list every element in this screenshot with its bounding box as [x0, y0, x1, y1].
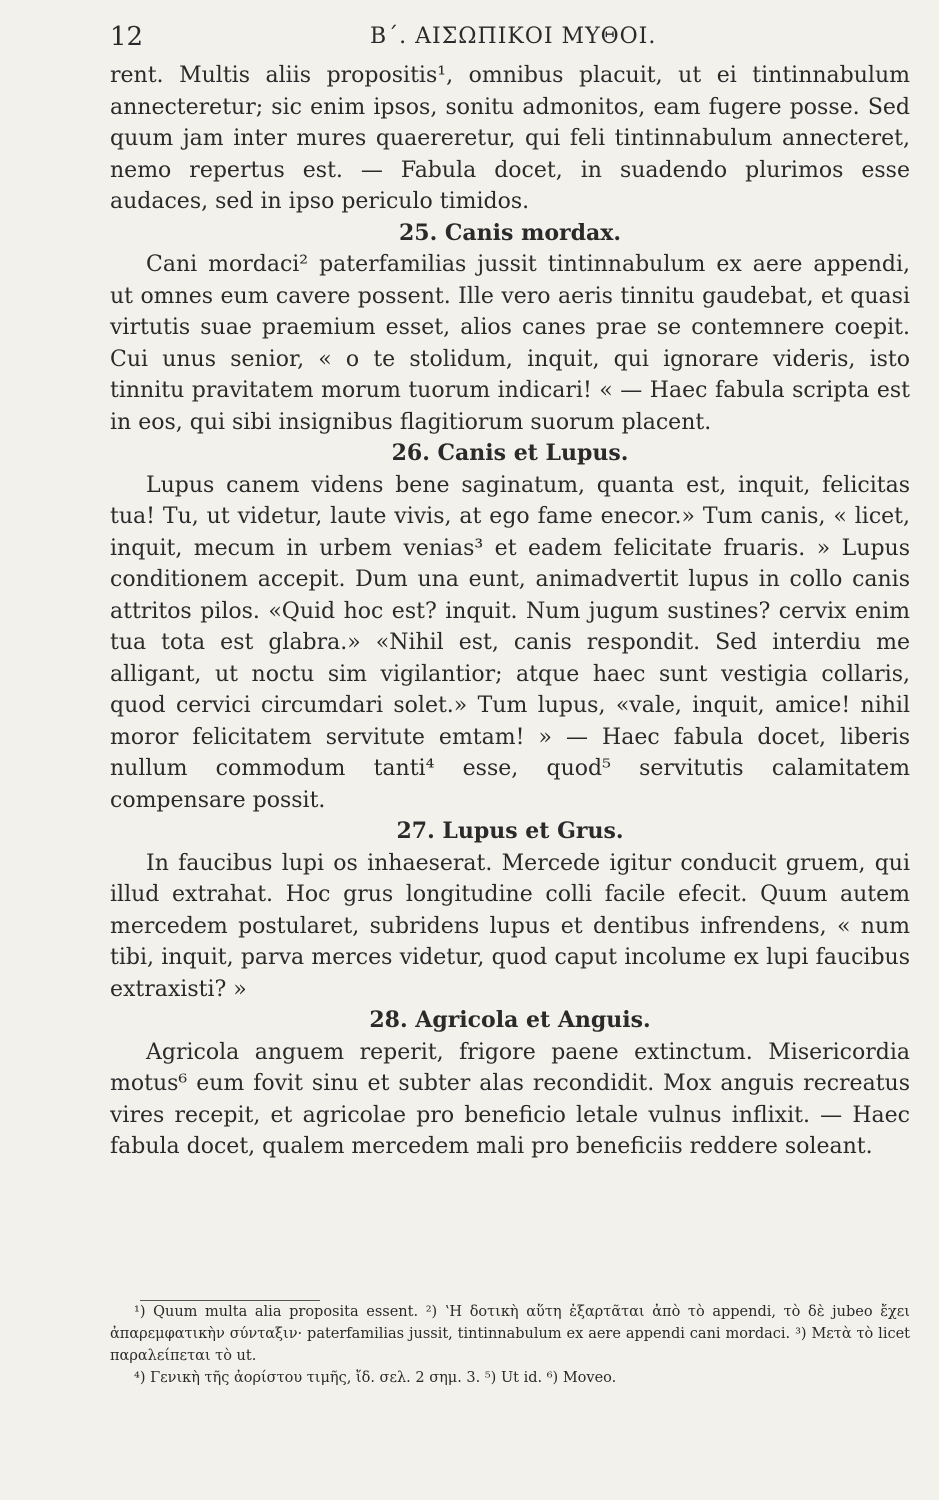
footnotes [110, 1300, 910, 1389]
fable-text: Agricola anguem reperit, frigore paene extinctum. Misericordia motus⁶ eum fovit sinu et subter alas recondidit. Mox anguis recreatus vires recepit, et agricolae pro beneficio letale vulnus inflixit. — Haec fabula docet, qualem mercedem mali pro beneficiis reddere soleant. [110, 1039, 910, 1159]
page-header [110, 22, 910, 58]
page-number: 12 [110, 22, 144, 52]
running-title: Β΄. ΑΙΣΩΠΙΚΟΙ ΜΥΘΟΙ. [370, 24, 657, 49]
fable-title: 25. Canis mordax. [398, 219, 622, 246]
page-body [110, 60, 910, 1163]
fable-text: In faucibus lupi os inhaeserat. Mercede igitur conducit gruem, qui illud extrahat. Hoc grus longitudine colli facile efecit. Quum autem mercedem postularet, subridens lupus et dentibus infrendens, « num tibi, inquit, parva merces videtur, quod caput incolume ex lupi faucibus extraxisti? » [110, 850, 910, 1002]
fable-text: Cani mordaci² paterfamilias jussit tintinnabulum ex aere appendi, ut omnes eum cavere possent. Ille vero aeris tinnitu gaudebat, et quasi virtutis suae praemium esset, alios canes prae se contemnere coepit. Cui unus senior, « o te stolidum, inquit, qui ignorare videris, isto tinnitu pravitatem morum tuorum indicari! « — Haec fabula scripta est in eos, qui sibi insignibus flagitiorum suorum placent. [110, 252, 910, 435]
fable-text: Lupus canem videns bene saginatum, quanta est, inquit, felicitas tua! Tu, ut videtur, laute vivis, at ego fame enecor.» Tum canis, « licet, inquit, mecum in urbem venias³ et eadem felicitate fruaris. » Lupus conditionem accepit. Dum una eunt, animadvertit lupus in collo canis attritos pilos. «Quid hoc est? inquit. Num jugum sustines? cervix enim tua tota est glabra.» «Nihil est, canis respondit. Sed interdiu me alligant, ut noctu sim vigilantior; atque haec sunt vestigia collaris, quod cervici circumdari solet.» Tum lupus, «vale, inquit, amice! nihil moror felicitatem servitute emtam! » — Haec fabula docet, liberis nullum commodum tanti⁴ esse, quod⁵ servitutis calamitatem compensare possit. [110, 472, 910, 813]
fable-title: 28. Agricola et Anguis. [369, 1007, 651, 1033]
fable-title: 26. Canis et Lupus. [391, 440, 629, 466]
intro-paragraph: rent. Multis aliis propositis¹, omnibus placuit, ut ei tintinnabulum annecteretur; sic enim ipsos, sonitu admonitos, eam fugere posse. Sed quum jam inter mures quaereretur, qui feli tintinnabulum annecteret, nemo repertus est. — Fabula docet, in suadendo plurimos esse audaces, sed in ipso periculo timidos. [110, 63, 910, 214]
fable-title: 27. Lupus et Grus. [396, 818, 624, 844]
footnote-line: ¹) Quum multa alia proposita essent. ²) ʽΗ δοτικὴ αὕτη ἐξαρτᾶται ἀπὸ τὸ appendi, τὸ δὲ jubeo ἔχει ἀπαρεμφατικὴν σύνταξιν· paterfamilias jussit, tintinnabulum ex aere appendi cani mordaci. ³) Μετὰ τὸ licet παραλείπεται τὸ ut. [110, 1304, 910, 1364]
footnote-line: ⁴) Γενικὴ τῆς ἀορίστου τιμῆς, ἴδ. σελ. 2 σημ. 3. ⁵) Ut id. ⁶) Moveo. [134, 1370, 617, 1386]
